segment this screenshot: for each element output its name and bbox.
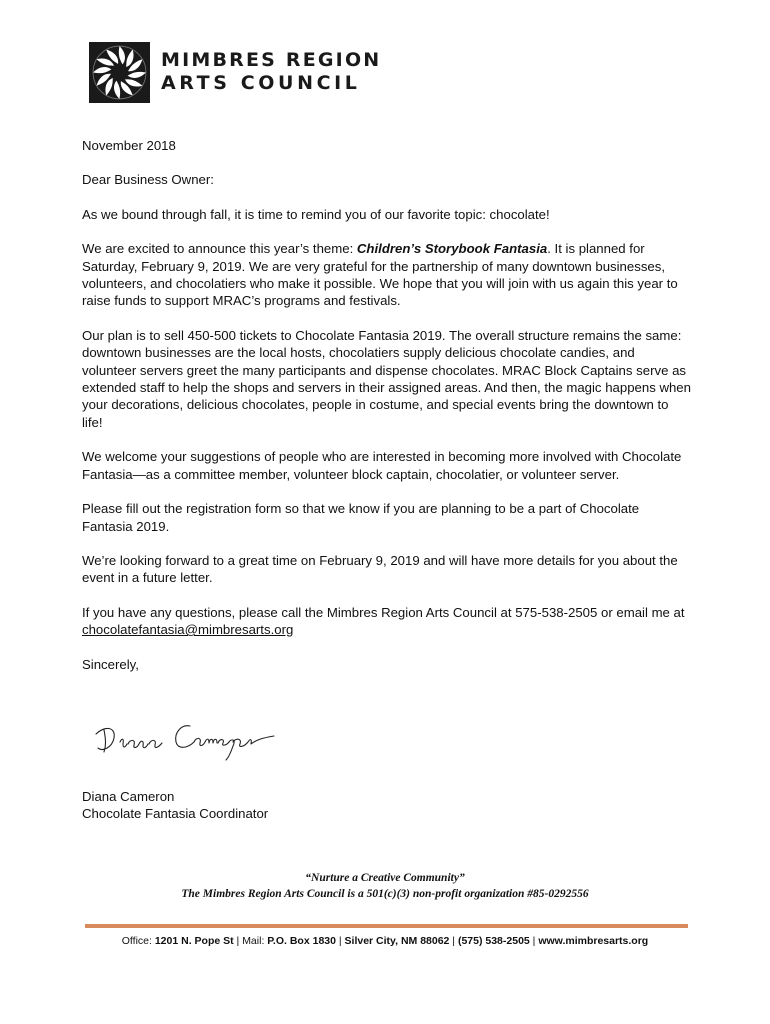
paragraph-5: Please fill out the registration form so that we know if you are planning to be a part of Chocolate Fantasia 2019. xyxy=(82,501,640,534)
paragraph-7-text: If you have any questions, please call the Mimbres Region Arts Council at 575-538-2505 or email me at xyxy=(82,604,685,620)
letter-greeting: Dear Business Owner: xyxy=(82,172,214,188)
footer-nonprofit-statement: The Mimbres Region Arts Council is a 501(c)(3) non-profit organization #85-0292556 xyxy=(181,888,589,900)
org-name-line1: MIMBRES REGION xyxy=(161,49,382,71)
email-link[interactable]: chocolatefantasia@mimbresarts.org xyxy=(82,622,294,638)
footer-motto: “Nurture a Creative Community” xyxy=(305,872,465,884)
footer-divider xyxy=(85,924,688,928)
paragraph-3: Our plan is to sell 450-500 tickets to Chocolate Fantasia 2019. The overall structure remains the same: downtown businesses are the local hosts, chocolatiers supply delicious chocolate candies, and volunteer servers greet the many participants and dispense chocolates. MRAC Block Captains serve as extended staff to help the shops and servers in their assigned areas. And then, the magic happens when your decorations, delicious chocolates, people in costume, and special events bring the downtown to life! xyxy=(82,327,691,430)
paragraph-4: We welcome your suggestions of people who are interested in becoming more involved with Chocolate Fantasia—as a committee member, volunteer block captain, chocolatier, or volunteer server. xyxy=(82,449,682,482)
handwritten-signature xyxy=(92,712,277,762)
office-address: 1201 N. Pope St xyxy=(154,935,234,947)
paragraph-7 xyxy=(82,604,692,639)
signer-block xyxy=(82,788,268,823)
city-state-zip: Silver City, NM 88062 xyxy=(344,935,450,947)
organization-name xyxy=(161,51,381,93)
mail-address: P.O. Box 1830 xyxy=(267,935,336,947)
footer-contact-line: Office: 1201 N. Pope St | Mail: P.O. Box 1830 | Silver City, NM 88062 | (575) 538-2505 | www.mimbresarts.org xyxy=(121,935,649,947)
mail-label: Mail: xyxy=(242,935,268,947)
letter-body xyxy=(82,137,692,673)
paragraph-2-rest: . It is planned for Saturday, February 9, 2019. We are very grateful for the partnership of many downtown businesses, volunteers, and chocolatiers who make it possible. We hope that you will join with us again this year to raise funds to support MRAC’s programs and festivals. xyxy=(82,241,678,309)
paragraph-1: As we bound through fall, it is time to remind you of our favorite topic: chocolate! xyxy=(82,206,550,222)
closing: Sincerely, xyxy=(82,656,139,672)
theme-name: Children’s Storybook Fantasia xyxy=(356,241,548,257)
signer-name: Diana Cameron xyxy=(82,789,175,804)
paragraph-2-intro: We are excited to announce this year’s theme: xyxy=(82,241,357,257)
website-link[interactable]: www.mimbresarts.org xyxy=(538,935,649,947)
office-label: Office: xyxy=(121,935,155,947)
signer-title: Chocolate Fantasia Coordinator xyxy=(82,806,269,822)
paragraph-2 xyxy=(82,240,692,310)
phone-number: (575) 538-2505 xyxy=(457,935,530,947)
mrac-logo xyxy=(89,42,150,103)
paragraph-6: We’re looking forward to a great time on February 9, 2019 and will have more details for you about the event in a future letter. xyxy=(82,552,678,586)
org-name-line2: ARTS COUNCIL xyxy=(161,72,361,94)
letter-date: November 2018 xyxy=(82,138,176,153)
